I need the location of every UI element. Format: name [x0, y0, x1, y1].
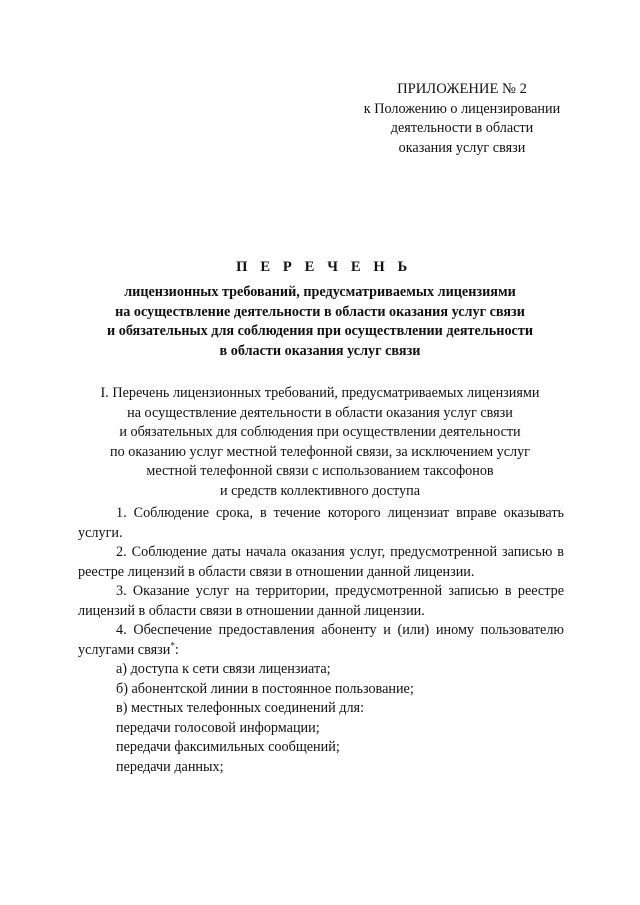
appendix-block: [332, 80, 592, 158]
footnote-marker: *: [170, 639, 175, 650]
list-item: передачи факсимильных сообщений;: [116, 739, 340, 755]
section-title-line: на осуществление деятельности в области оказания услуг связи: [127, 404, 513, 421]
document-title: П Е Р Е Ч Е Н Ь: [236, 259, 412, 275]
subtitle-line: на осуществление деятельности в области оказания услуг связи: [115, 303, 525, 320]
paragraph-2: 2. Соблюдение даты начала оказания услуг, предусмотренной записью в реестре лицензий в области связи в отношении данной лицензии.: [78, 544, 564, 580]
section-title: [60, 384, 580, 501]
appendix-line: к Положению о лицензировании: [363, 100, 561, 117]
paragraph-4: [78, 621, 564, 660]
list-item: в) местных телефонных соединений для:: [116, 700, 365, 716]
appendix-line: оказания услуг связи: [398, 139, 526, 156]
list-item: а) доступа к сети связи лицензиата;: [116, 661, 331, 677]
appendix-line: деятельности в области: [390, 120, 534, 136]
section-title-line: по оказанию услуг местной телефонной связи, за исключением услуг: [110, 443, 530, 460]
section-title-line: и обязательных для соблюдения при осуществлении деятельности: [119, 424, 521, 440]
section-title-line: и средств коллективного доступа: [219, 482, 421, 499]
list-item: б) абонентской линии в постоянное пользование;: [116, 680, 414, 697]
appendix-title: ПРИЛОЖЕНИЕ № 2: [397, 81, 527, 97]
document-subtitle: [60, 283, 580, 361]
subtitle-line: лицензионных требований, предусматриваемых лицензиями: [124, 284, 516, 300]
paragraph-1: 1. Соблюдение срока, в течение которого лицензиат вправе оказывать услуги.: [78, 505, 564, 541]
subtitle-line: и обязательных для соблюдения при осуществлении деятельности: [107, 323, 533, 339]
document-body: [78, 504, 564, 777]
subtitle-line: в области оказания услуг связи: [219, 342, 421, 359]
paragraph-4-text: 4. Обеспечение предоставления абоненту и (или) иному пользователю услугами связи: [78, 622, 564, 658]
list-item: передачи данных;: [116, 758, 224, 775]
list-item: передачи голосовой информации;: [116, 719, 320, 736]
paragraph-4-tail: :: [174, 641, 179, 658]
section-title-line: I. Перечень лицензионных требований, предусматриваемых лицензиями: [100, 385, 540, 401]
paragraph-3: 3. Оказание услуг на территории, предусмотренной записью в реестре лицензий в области связи в отношении данной лицензии.: [78, 583, 564, 619]
section-title-line: местной телефонной связи с использованием таксофонов: [146, 463, 494, 479]
